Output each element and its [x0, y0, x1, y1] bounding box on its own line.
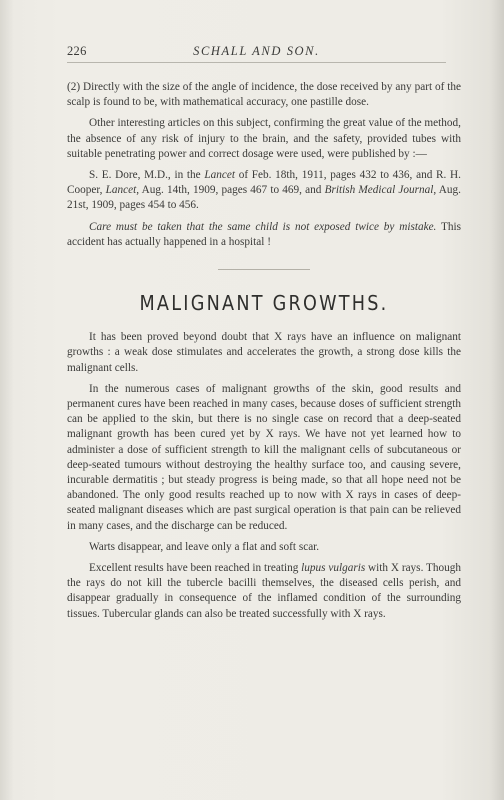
- paragraph-scalp-dose: (2) Directly with the size of the angle of incidence, the dose received by any part of the scalp is found to be, with mathematical accuracy, one pastille dose.: [67, 81, 461, 109]
- paragraph-warts: Warts disappear, and leave only a flat and soft scar.: [89, 540, 320, 553]
- section-title: MALIGNANT GROWTHS.: [139, 291, 389, 316]
- warning-text: Care must be taken that the same child is not exposed twice by mistake.: [89, 220, 437, 233]
- paragraph-influence: It has been proved beyond doubt that X rays have an influence on malignant growths : a weak dose stimulates and accelerates the growth, a strong dose kills the malignant cells.: [67, 331, 461, 374]
- disease-name: lupus vulgaris: [301, 562, 366, 575]
- paragraph-warning: Care must be taken that the same child is not exposed twice by mistake. This accident has actually happened in a hospital !: [67, 220, 461, 248]
- running-head: SCHALL AND SON.: [193, 44, 320, 58]
- page-header: [67, 44, 446, 63]
- paragraph-references: S. E. Dore, M.D., in the Lancet of Feb. 18th, 1911, pages 432 to 436, and R. H. Cooper, Lancet, Aug. 14th, 1909, pages 467 to 469, and British Medical Journal, Aug. 21st, 1909, pages 454 to 456.: [67, 169, 461, 212]
- journal-title: Lancet: [204, 169, 235, 182]
- journal-title: Lancet: [105, 184, 137, 197]
- paragraph-skin-cases: In the numerous cases of malignant growths of the skin, good results and permanent cures have been reached in many cases, because doses of sufficient strength can be applied to the skin, but there is no single case on record that a deep-seated malignant growth has been cured yet by X rays. We have not yet learned how to administer a dose of sufficient strength to kill the malignant cells of subcutaneous or deep-seated tumours without destroying the healthy surface too, and causing severe, incurable dermatitis ; but steady progress is being made, so that all hope need not be abandoned. The only good results reached up to now with X rays in cases of deep-seated malignant diseases which are past surgical operation is that pain can be relieved in many cases, and the discharge can be reduced.: [67, 382, 461, 532]
- journal-title: British Medical Journal: [324, 184, 434, 197]
- page-number: 226: [67, 44, 87, 58]
- page-body: [67, 80, 461, 628]
- paragraph-lupus: Excellent results have been reached in treating lupus vulgaris with X rays. Though the rays do not kill the tubercle bacilli themselves, the diseased cells perish, and disappear gradually in consequence of the inflamed condition of the surrounding tissues. Tubercular glands can also be treated successfully with X rays.: [67, 562, 461, 620]
- paragraph-other-articles: Other interesting articles on this subject, confirming the great value of the method, the absence of any risk of injury to the brain, and the safety, provided tubes with suitable penetrating power and correct dosage were used, were published by :—: [67, 117, 461, 160]
- section-divider: [218, 269, 310, 270]
